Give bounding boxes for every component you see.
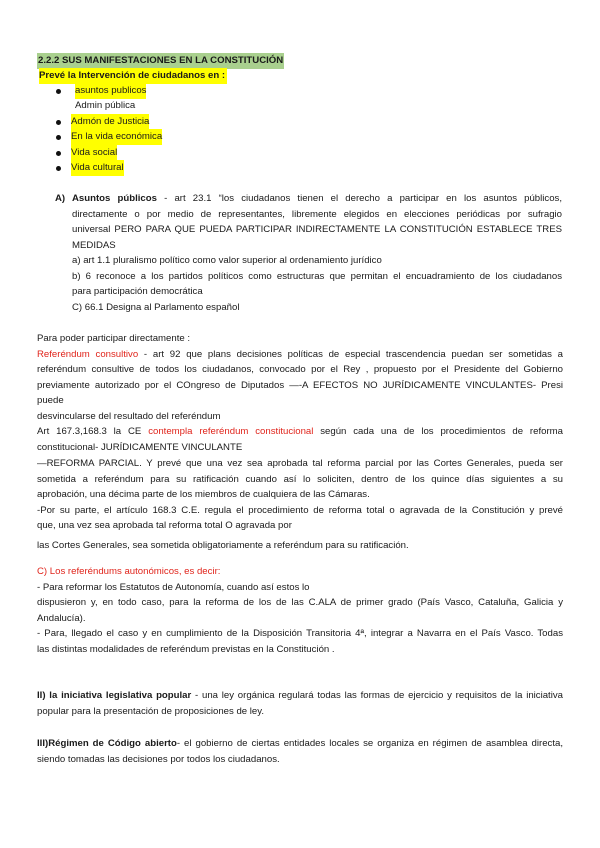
bullet-icon	[56, 166, 61, 171]
section-c-line: las distintas modalidades de referéndum previstas en la Constitución .	[37, 643, 335, 655]
list-item: Admón de Justicia	[71, 114, 149, 130]
direct-participation	[37, 331, 563, 455]
bullet-icon	[56, 135, 61, 140]
section-ii	[37, 688, 563, 719]
bullet-icon	[56, 151, 61, 156]
section-a-sub: C) 66.1 Designa al Parlamento español	[72, 301, 240, 313]
bullet-icon	[56, 120, 61, 125]
direct-line: - art 92 que plans decisiones políticas de especial trascendencia puedan ser sometidas a	[138, 348, 563, 360]
section-a-sub: b) 6 reconoce a los partidos políticos como estructuras que permitan el encuadramiento de los ciudadanos	[72, 270, 562, 282]
reforma-block	[37, 456, 563, 553]
section-a-title: Asuntos públicos	[72, 193, 157, 204]
section-a-sub: para participación democrática	[72, 286, 203, 297]
list-item: Vida social	[71, 145, 117, 161]
reforma-line: -Por su parte, el artículo 168.3 C.E. regula el procedimiento de reforma total o agravada de la Constitución y prevé	[37, 504, 563, 516]
referendum-constitucional: contempla referéndum constitucional	[148, 426, 314, 437]
section-ii-line: - una ley orgánica regulará todas las formas de ejercicio y requisitos de la iniciativa	[191, 690, 563, 701]
list-item: En la vida económica	[71, 129, 162, 145]
section-ii-title: II) la iniciativa legislativa popular	[37, 690, 192, 701]
section-iii	[37, 736, 563, 767]
section-iii-line: - el gobierno de ciertas entidades locales se organiza en régimen de asamblea directa,	[176, 738, 564, 749]
section-c-line: dispusieron y, en todo caso, para la reforma de los de las C.ALA de primer grado (País Vasco, Cataluña, Galicia y	[37, 597, 563, 608]
section-a-line: universal PERO PARA QUE PUEDA PARTICIPAR INDIRECTAMENTE LA CONSTITUCIÓN ESTABLECE TRES	[72, 224, 562, 235]
direct-line: previamente autorizado por el COngreso de Diputados —-A EFECTOS NO JURÍDICAMENTE VINCULANTES- Presi puede	[37, 379, 563, 406]
reforma-line: aprobación, una décima parte de los miembros de cualquiera de las Cámaras.	[37, 489, 370, 500]
list-item: asuntos publicos	[75, 83, 146, 99]
section-c-line: - Para, llegado el caso y en cumplimiento de la Disposición Transitoria 4ª, integrar a Navarra en el País Vasco. Todas	[37, 628, 563, 639]
section-a-marker: A)	[55, 193, 66, 204]
section-c	[37, 564, 563, 657]
art-line: según cada una de los procedimientos de reforma	[313, 426, 563, 437]
section-iii-line: siendo tomadas las decisiones por todos los ciudadanos.	[37, 753, 280, 765]
section-title: 2.2.2 SUS MANIFESTACIONES EN LA CONSTITUCIÓN	[37, 53, 284, 69]
reforma-line: sometida a referéndum para su ratificación cuando así lo soliciten, dentro de los quince días siguientes a su	[37, 473, 563, 485]
section-a-body	[72, 191, 562, 315]
art-line: Art 167.3,168.3 la CE	[37, 426, 149, 437]
section-a-sub: a) art 1.1 pluralismo político como valor superior al ordenamiento jurídico	[72, 255, 382, 266]
intro-text: Prevé la Intervención de ciudadanos en :	[39, 68, 227, 84]
art-line: constitucional- JURÍDICAMENTE VINCULANTE	[37, 441, 243, 453]
direct-intro: Para poder participar directamente :	[37, 333, 191, 344]
referendum-consultivo: Referéndum consultivo	[37, 348, 139, 360]
reforma-line: —REFORMA PARCIAL. Y prevé que una vez sea aprobada tal reforma parcial por las Cortes Generales, pueda ser	[37, 458, 563, 469]
reforma-line: que, una vez sea aprobada tal reforma total O agravada por	[37, 520, 292, 531]
section-c-title: C) Los referéndums autonómicos, es decir:	[37, 566, 221, 577]
section-c-line: - Para reformar los Estatutos de Autonomía, cuando así estos lo	[37, 581, 310, 593]
section-iii-title: III)Régimen de Código abierto	[37, 738, 177, 749]
list-item: Admin pública	[75, 100, 136, 111]
section-a-line: MEDIDAS	[72, 239, 116, 251]
bullet-icon	[56, 89, 61, 94]
section-a-line: - art 23.1 “los ciudadanos tienen el derecho a participar en los asuntos públicos,	[164, 193, 563, 204]
reforma-line: las Cortes Generales, sea sometida obligatoriamente a referéndum para su ratificación.	[37, 539, 409, 551]
list-item: Vida cultural	[71, 160, 124, 176]
direct-line: desvincularse del resultado del referéndum	[37, 410, 221, 422]
section-a-line: directamente o por medio de representantes, libremente elegidos en elecciones periódicas por sufragio	[72, 208, 562, 220]
direct-line: referéndum consultive de todos los ciudadanos, convocado por el Rey , propuesto por el Presidente del Gobierno	[37, 364, 563, 375]
section-ii-line: popular para la presentación de proposiciones de ley.	[37, 705, 265, 717]
section-c-line: Andalucía).	[37, 612, 86, 624]
